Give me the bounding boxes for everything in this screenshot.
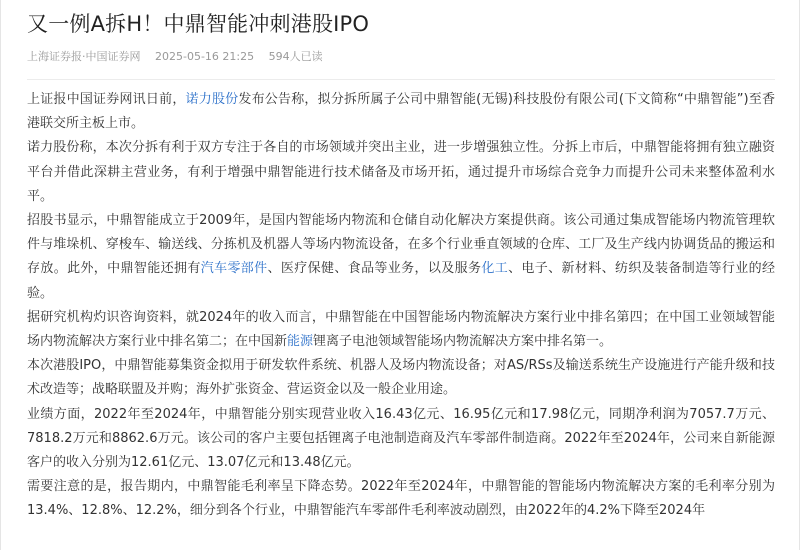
paragraph-text: 诺力股份称，本次分拆有利于双方专注于各自的市场领域并突出主业，进一步增强独立性。分拆上市后，中鼎智能将拥有独立融资平台并借此深耕主营业务，有利于增强中鼎智能进行技术储备及市场开拓，通过提升市场综合竞争力而提升公司未来整体盈利水平。: [27, 140, 775, 204]
article-title: 又一例A拆H！中鼎智能冲刺港股IPO: [27, 12, 370, 36]
paragraph-text: 发布公告称，拟分拆所属子公司中鼎智能(无锡)科技股份有限公司(下文简称“中鼎智能”)至香港联交所主板上市。: [27, 92, 775, 132]
paragraph-text: 、医疗保健、食品等业务，以及服务: [267, 261, 482, 277]
article-datetime: 2025-05-16 21:25: [155, 50, 255, 63]
article: [27, 0, 775, 524]
article-meta: [27, 49, 775, 65]
stock-keyword-link[interactable]: 能源: [287, 334, 314, 350]
paragraph-text: 据研究机构灼识咨询资料，就2024年的收入而言，中鼎智能在中国智能场内物流解决方案行业中排名第四；在中国工业领域智能场内物流解决方案行业中排名第二；在中国新: [27, 309, 775, 350]
stock-keyword-link[interactable]: 汽车零部件: [200, 261, 268, 277]
article-paragraph: [27, 209, 775, 306]
title-divider: [27, 79, 775, 80]
article-paragraph: [27, 354, 775, 402]
page-border-left: [0, 0, 1, 550]
article-body: [27, 88, 775, 524]
article-paragraph: [27, 88, 775, 136]
article-paragraph: [27, 136, 775, 209]
paragraph-text: 招股书显示，中鼎智能成立于2009年，是国内智能场内物流和仓储自动化解决方案提供商。该公司通过集成智能场内物流管理软件与堆垛机、穿梭车、输送线、分拣机及机器人等场内物流设备，在多个行业垂直领域的仓库、工厂及生产线内协调货品的搬运和存放。此外，中鼎智能还拥有: [27, 213, 775, 277]
paragraph-text: 本次港股IPO，中鼎智能募集资金拟用于研发软件系统、机器人及场内物流设备；对AS/RSs及输送系统生产设施进行产能升级和技术改造等；战略联盟及并购；海外扩张资金、营运资金以及一般企业用途。: [27, 358, 775, 398]
article-paragraph: [27, 475, 775, 523]
article-source: 上海证券报·中国证券网: [27, 50, 141, 63]
paragraph-text: 需要注意的是，报告期内，中鼎智能毛利率呈下降态势。2022年至2024年，中鼎智能的智能场内物流解决方案的毛利率分别为13.4%、12.8%、12.2%，细分到各个行业，中鼎智能汽车零部件毛利率波动剧烈，由2022年的4.2%下降至2024年: [27, 479, 775, 519]
paragraph-text: 、电子、新材料、纺织及装备制造等行业的经验。: [27, 261, 775, 301]
stock-keyword-link[interactable]: 化工: [481, 261, 509, 277]
paragraph-text: 业绩方面，2022年至2024年，中鼎智能分别实现营业收入16.43亿元、16.95亿元和17.98亿元，同期净利润为7057.7万元、7818.2万元和8862.6万元。该公司的客户主要包括锂离子电池制造商及汽车零部件制造商。2022年至2024年，公司来自新能源客户的收入分别为12.61亿元、13.07亿元和13.48亿元。: [27, 406, 775, 471]
article-read-count: 594人已读: [268, 50, 323, 63]
paragraph-text: 上证报中国证券网讯日前，: [27, 92, 186, 107]
article-paragraph: [27, 403, 775, 476]
article-paragraph: [27, 306, 775, 354]
paragraph-text: 锂离子电池领域智能场内物流解决方案中排名第一。: [313, 334, 613, 350]
stock-keyword-link[interactable]: 诺力股份: [185, 92, 239, 107]
